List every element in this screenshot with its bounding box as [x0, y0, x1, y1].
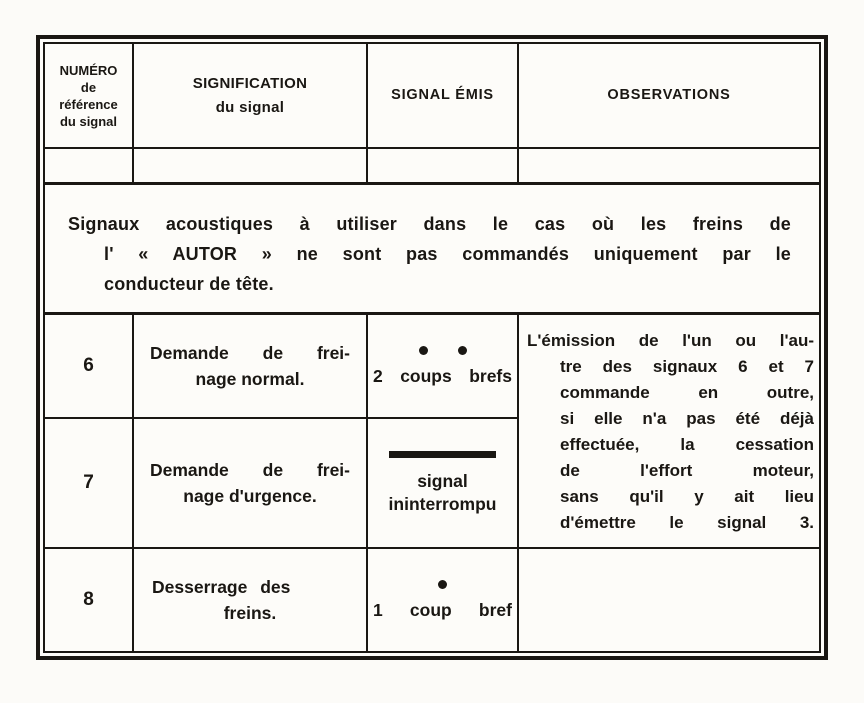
signal-table-frame [36, 35, 828, 660]
section-note-line: l' « AUTOR » ne sont pas commandés uniquement par le [104, 244, 791, 264]
one-dot-icon [438, 580, 447, 589]
signification-line: Demande de frei- [150, 460, 350, 480]
observations-line: si elle n'a pas été déjà [560, 409, 814, 428]
row-8-observations-empty-cell [519, 549, 819, 651]
observations-line: de l'effort moteur, [560, 461, 814, 480]
row-8-signification-cell [134, 549, 368, 651]
signification-line: nage normal. [195, 369, 305, 389]
observations-line: L'émission de l'un ou l'au- [527, 331, 814, 350]
section-note [45, 182, 819, 315]
dot-icon [419, 346, 428, 355]
continuous-bar-icon [389, 451, 496, 458]
row-6-signal-emis-cell [368, 315, 519, 419]
header-signal-emis-label: SIGNAL ÉMIS [391, 87, 494, 104]
observations-line: commande en outre, [560, 383, 814, 402]
signal-table [45, 44, 819, 651]
header-spacer-cell [368, 149, 519, 182]
row-6-number-cell [45, 315, 134, 419]
observations-line: effectuée, la cessation [560, 435, 814, 454]
section-note-line: conducteur de tête. [104, 274, 274, 294]
header-spacer-cell [519, 149, 819, 182]
two-dots-icon [419, 346, 467, 355]
header-spacer-cell [134, 149, 368, 182]
header-numero-line: référence [59, 96, 118, 112]
header-signal-emis-cell [368, 44, 519, 149]
header-signification-line: du signal [215, 98, 285, 116]
signification-line: nage d'urgence. [183, 486, 317, 506]
header-observations-cell [519, 44, 819, 149]
signal-number: 7 [83, 472, 94, 493]
header-numero-cell [45, 44, 134, 149]
header-signification-cell [134, 44, 368, 149]
row-6-signification-cell [134, 315, 368, 419]
signification-line: freins. [223, 603, 277, 623]
observations-line: d'émettre le signal 3. [560, 513, 814, 532]
signal-number: 8 [83, 589, 94, 610]
row-8-signal-emis-cell [368, 549, 519, 651]
dot-icon [438, 580, 447, 589]
signal-table-inner-frame [43, 42, 821, 653]
header-spacer-cell [45, 149, 134, 182]
header-signification-line: SIGNIFICATION [192, 74, 308, 92]
header-numero-line: NUMÉRO [59, 62, 118, 78]
section-note-line: Signaux acoustiques à utiliser dans le cas où les freins de [68, 214, 791, 234]
observations-cell [519, 315, 819, 549]
row-8-number-cell [45, 549, 134, 651]
header-numero-line: de [80, 79, 97, 95]
header-observations-label: OBSERVATIONS [607, 87, 731, 104]
signal-number: 6 [83, 355, 94, 376]
signal-emis-label: 2 coups brefs [373, 365, 512, 386]
signal-emis-label-line: ininterrompu [388, 493, 497, 514]
signal-emis-label-line: signal [417, 470, 468, 491]
signification-line: Desserrage des [152, 577, 291, 597]
signal-emis-label [371, 470, 514, 516]
dot-icon [458, 346, 467, 355]
signal-emis-label: 1 coup bref [373, 599, 512, 620]
observations-line: sans qu'il y ait lieu [560, 487, 814, 506]
observations-line: tre des signaux 6 et 7 [560, 357, 814, 376]
row-7-signification-cell [134, 419, 368, 549]
signification-line: Demande de frei- [150, 343, 350, 363]
row-7-number-cell [45, 419, 134, 549]
row-7-signal-emis-cell [368, 419, 519, 549]
header-numero-line: du signal [59, 113, 118, 129]
